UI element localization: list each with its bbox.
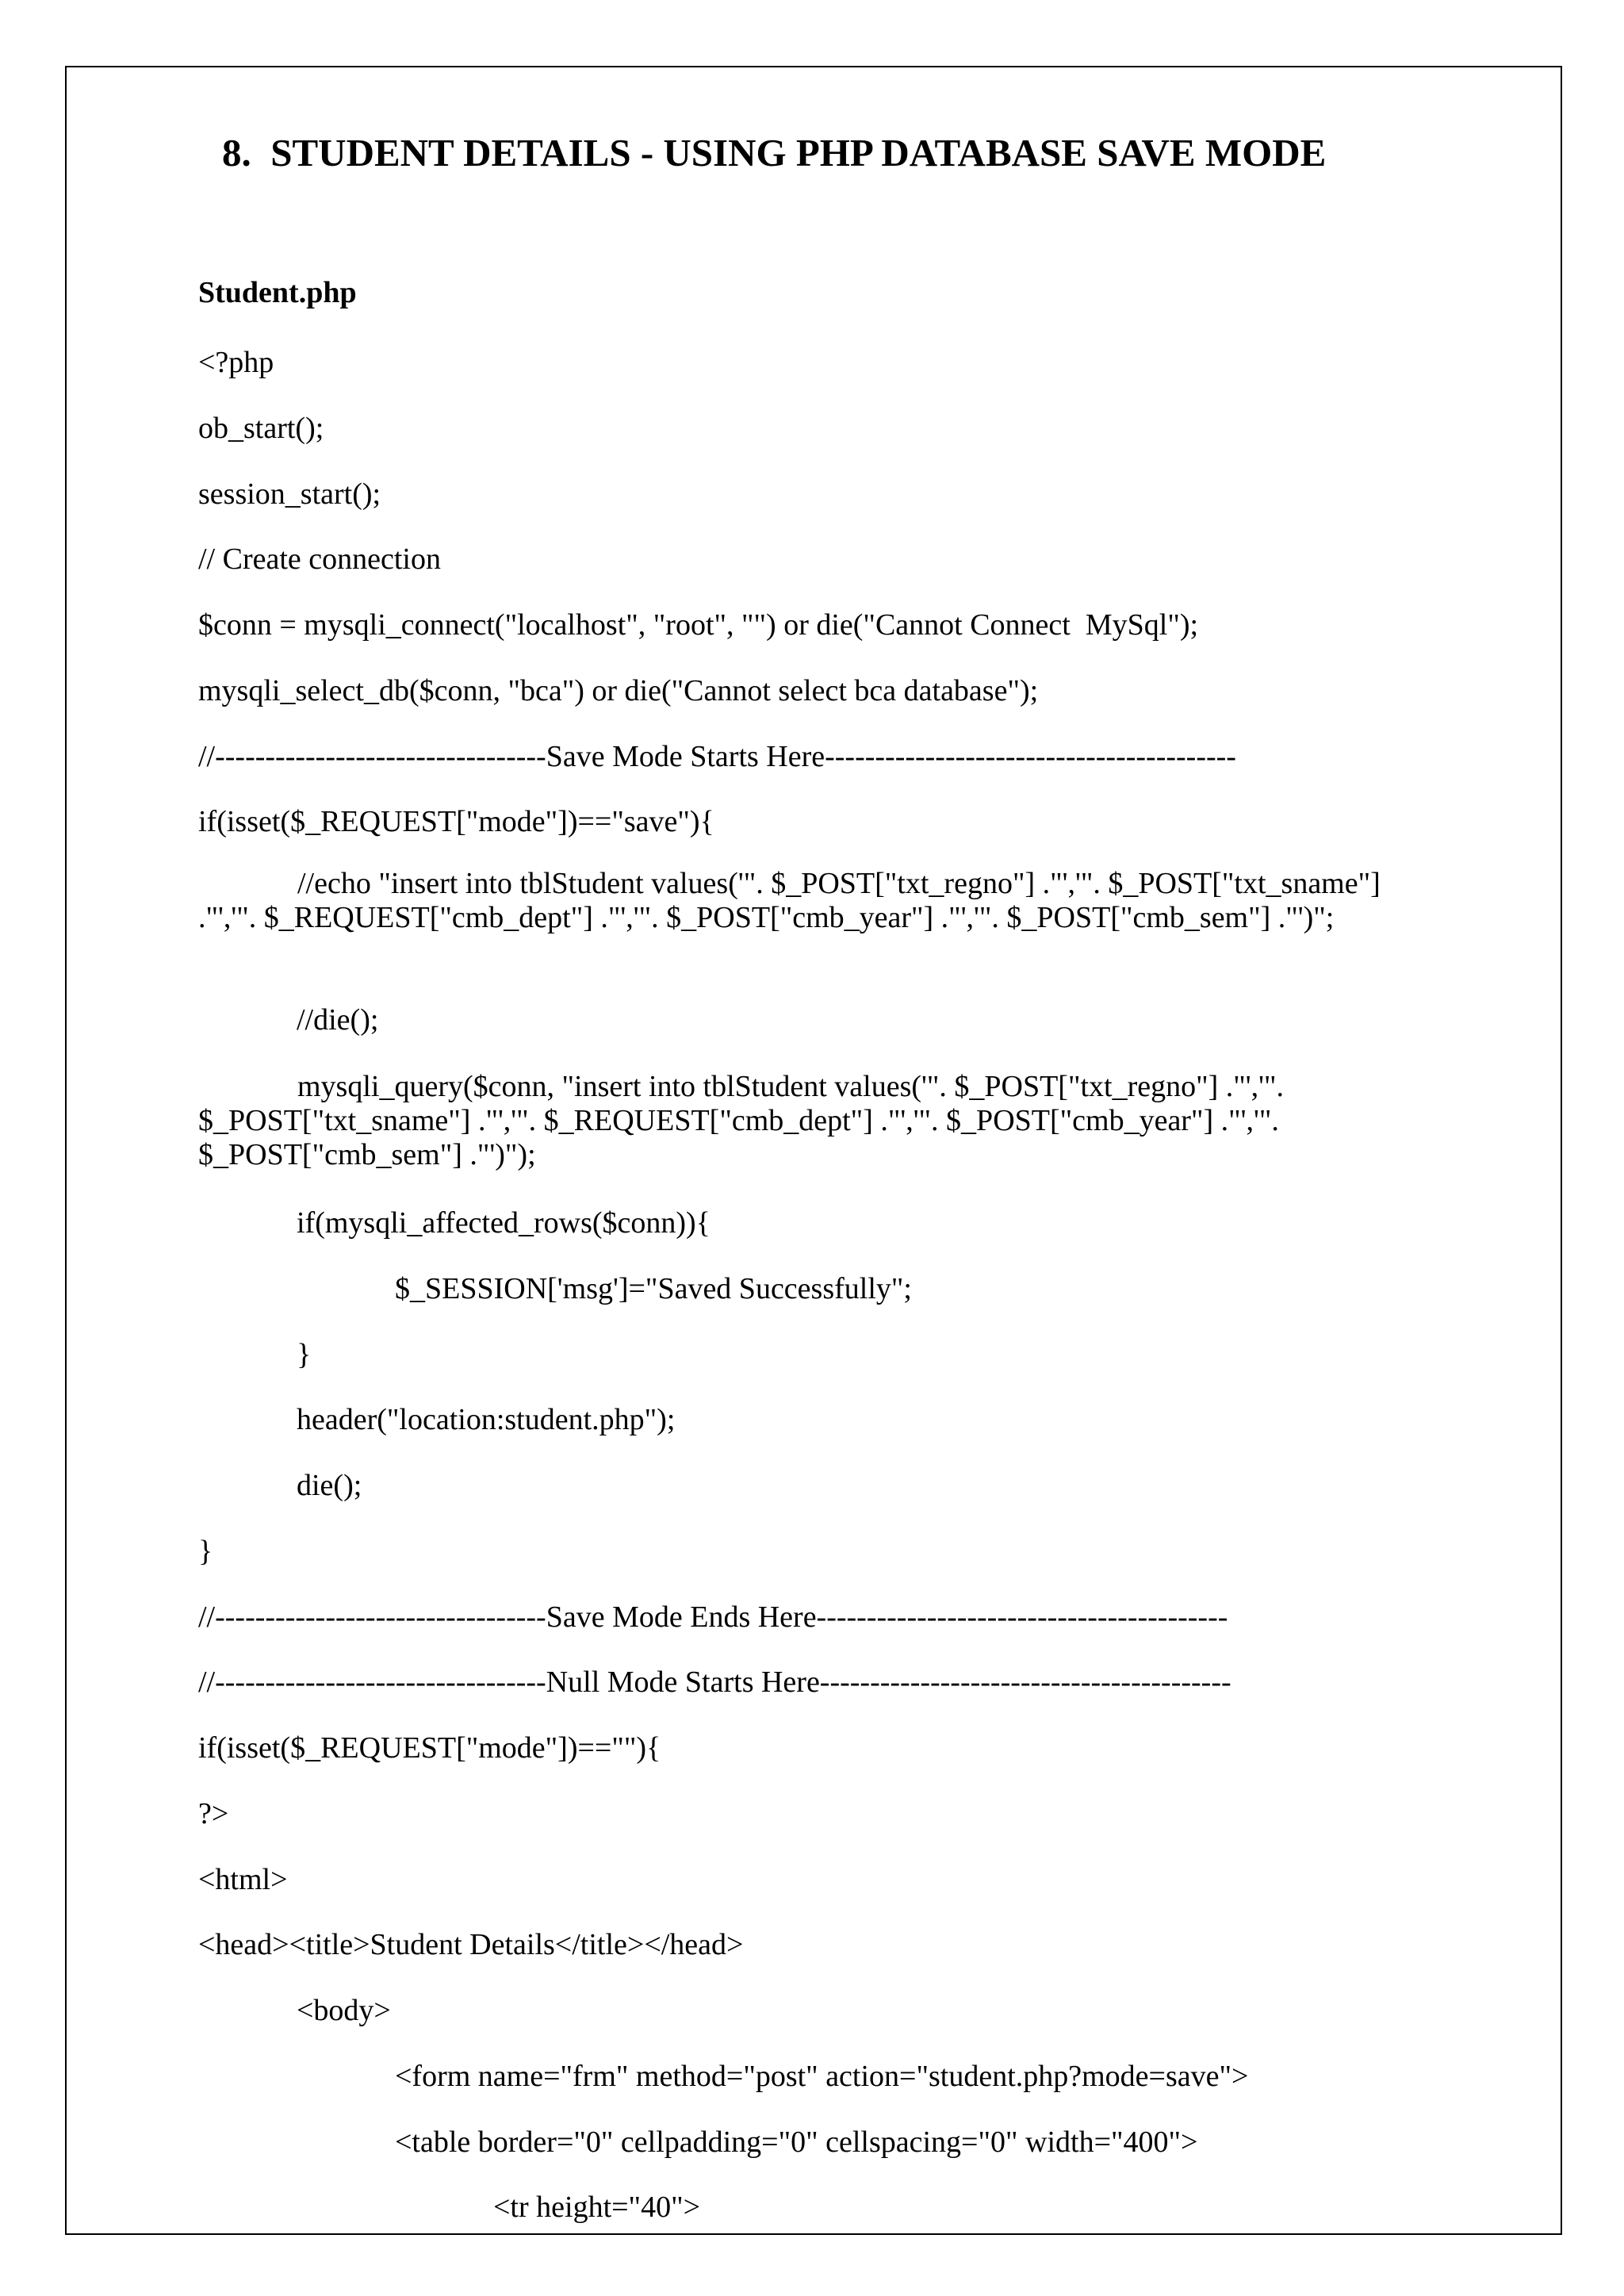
code-line: $_SESSION['msg']="Saved Successfully"; — [395, 1272, 912, 1305]
code-line: die(); — [297, 1469, 362, 1502]
code-line: ob_start(); — [198, 412, 324, 445]
code-line: session_start(); — [198, 477, 381, 511]
code-line: } — [297, 1338, 312, 1371]
code-comment: //---------------------------------Save Mode Ends Here----------------------------------------- — [198, 1600, 1228, 1634]
code-line: if(isset($_REQUEST["mode"])=="save"){ — [198, 805, 714, 838]
code-line-text: mysqli_query($conn, "insert into tblStudent values('". $_POST["txt_regno"] ."','". $_POST["txt_sname"] ."','". $_REQUEST["cmb_dept"] ."','". $_POST["cmb_year"] ."','". $_POST["cmb_sem"] ."')"); — [198, 1070, 1284, 1171]
code-line: <body> — [297, 1994, 391, 2027]
code-line: <table border="0" cellpadding="0" cellspacing="0" width="400"> — [395, 2125, 1198, 2159]
code-line: ?> — [198, 1797, 229, 1830]
code-line: $conn = mysqli_connect("localhost", "root", "") or die("Cannot Connect MySql"); — [198, 608, 1199, 642]
code-line: header("location:student.php"); — [297, 1403, 676, 1436]
code-line: <tr height="40"> — [493, 2191, 701, 2224]
code-comment: //---------------------------------Null Mode Starts Here----------------------------------------- — [198, 1665, 1231, 1699]
code-line: <head><title>Student Details</title></head> — [198, 1928, 744, 1961]
code-line: } — [198, 1535, 213, 1568]
code-comment: //---------------------------------Save Mode Starts Here----------------------------------------- — [198, 740, 1236, 773]
code-comment: // Create connection — [198, 542, 441, 576]
code-comment-text: //echo "insert into tblStudent values('". $_POST["txt_regno"] ."','". $_POST["txt_sname"] ."','". $_REQUEST["cmb_dept"] ."','". $_POST["cmb_year"] ."','". $_POST["cmb_sem"] ."')"; — [198, 867, 1381, 934]
code-line: if(mysqli_affected_rows($conn)){ — [297, 1206, 710, 1240]
code-comment-wrapped — [198, 867, 1419, 935]
code-line: <html> — [198, 1863, 288, 1896]
code-line: <?php — [198, 346, 274, 379]
code-comment: //die(); — [297, 1003, 379, 1037]
code-line: if(isset($_REQUEST["mode"])==""){ — [198, 1731, 661, 1765]
page-title: 8. STUDENT DETAILS - USING PHP DATABASE SAVE MODE — [222, 131, 1327, 174]
file-heading: Student.php — [198, 276, 357, 309]
code-line: mysqli_select_db($conn, "bca") or die("Cannot select bca database"); — [198, 674, 1039, 707]
code-line: <form name="frm" method="post" action="student.php?mode=save"> — [395, 2060, 1249, 2093]
code-line-wrapped — [198, 1070, 1419, 1172]
